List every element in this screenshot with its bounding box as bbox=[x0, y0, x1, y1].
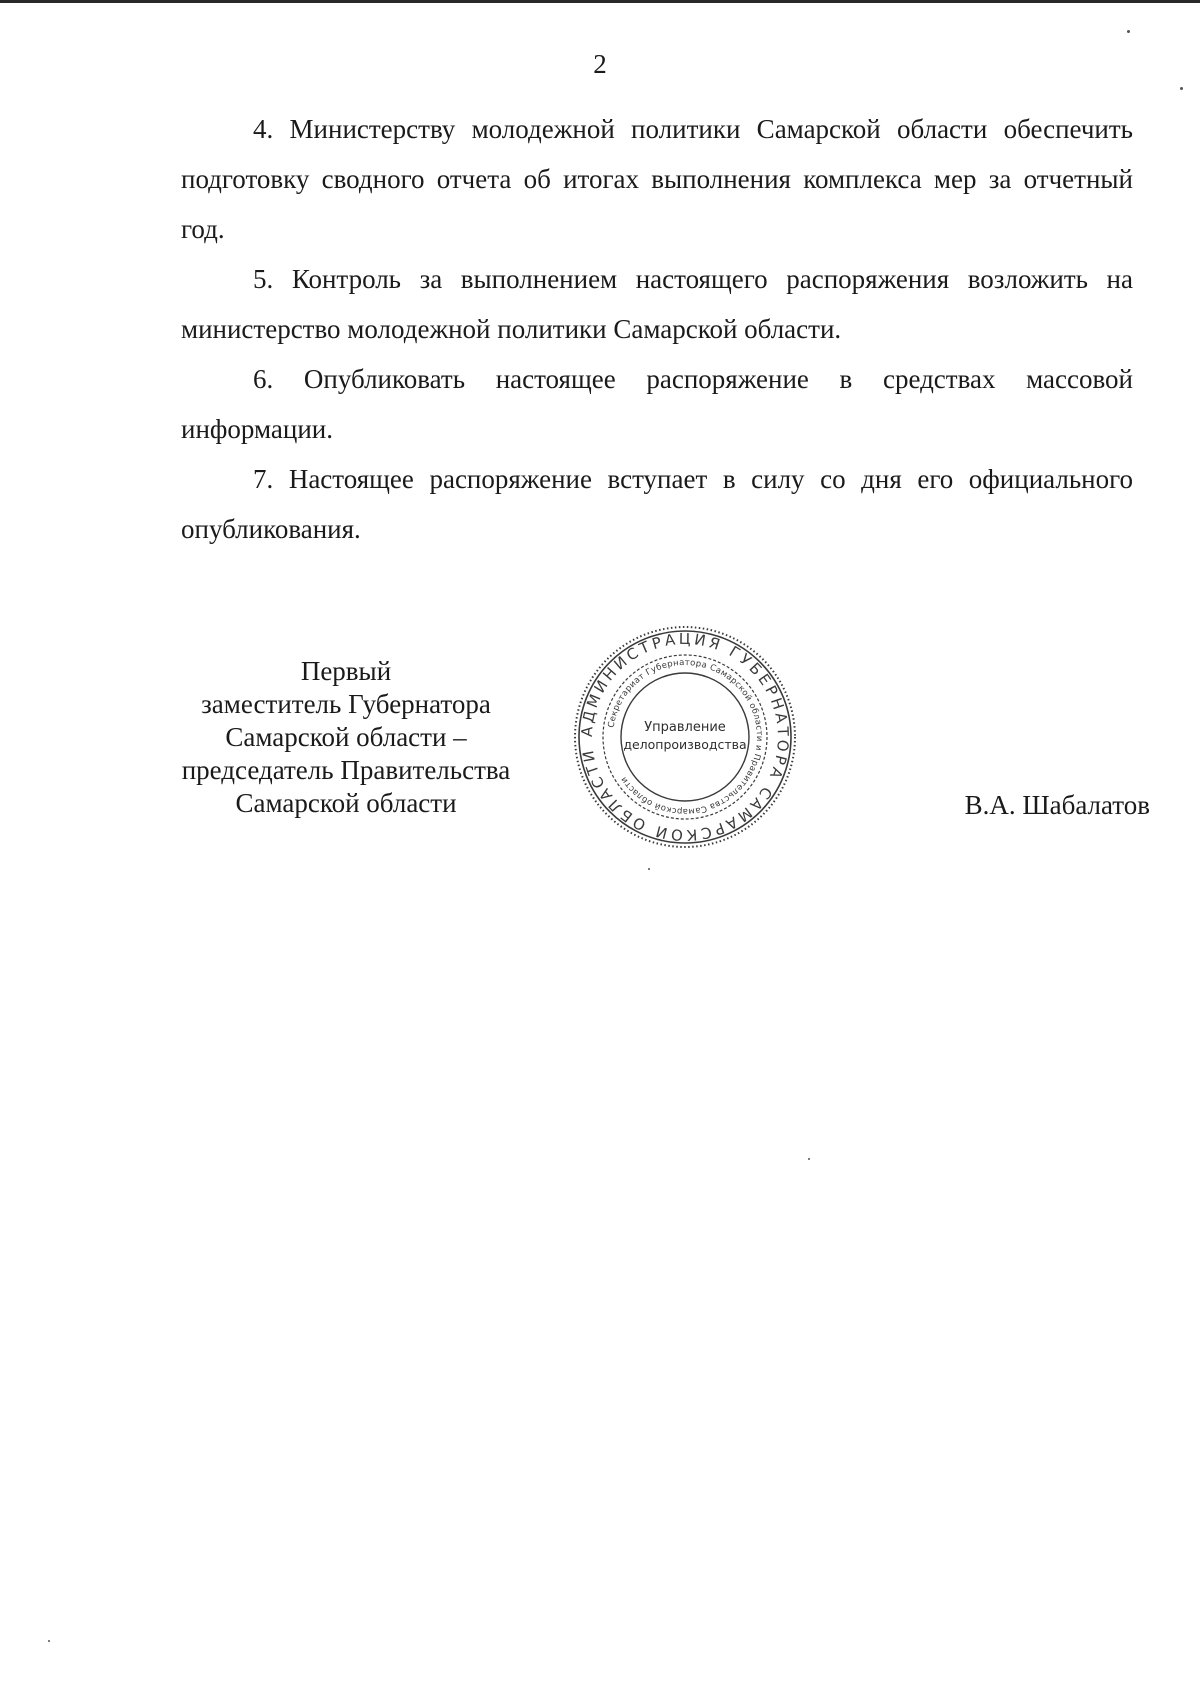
position-line: председатель Правительства bbox=[181, 755, 511, 785]
paragraph-7: 7. Настоящее распоряжение вступает в силу со дня его официального опубликования. bbox=[181, 464, 1133, 544]
seal-center-line: делопроизводства bbox=[623, 737, 747, 752]
position-line: Самарской области bbox=[235, 788, 457, 818]
paragraph-5: 5. Контроль за выполнением настоящего распоряжения возложить на министерство молодежной политики Самарской области. bbox=[181, 264, 1133, 344]
signatory-position bbox=[160, 655, 532, 820]
scan-top-edge bbox=[0, 0, 1200, 3]
page-number: 2 bbox=[593, 49, 607, 79]
paragraph-4: 4. Министерству молодежной политики Самарской области обеспечить подготовку сводного отчета об итогах выполнения комплекса мер за отчетный год. bbox=[181, 114, 1133, 244]
seal-center-line: Управление bbox=[644, 720, 726, 735]
scan-speck bbox=[808, 1158, 810, 1160]
scan-speck bbox=[648, 868, 650, 870]
signatory-name: В.А. Шабалатов bbox=[964, 790, 1150, 820]
scan-speck bbox=[1180, 87, 1183, 90]
document-body bbox=[181, 104, 1133, 554]
official-seal bbox=[570, 622, 800, 852]
paragraph-6: 6. Опубликовать настоящее распоряжение в средствах массовой информации. bbox=[181, 364, 1133, 444]
scan-speck bbox=[48, 1640, 50, 1642]
position-line: заместитель Губернатора bbox=[201, 689, 491, 719]
position-line: Самарской области – bbox=[225, 722, 467, 752]
scan-speck bbox=[1127, 30, 1130, 33]
position-line: Первый bbox=[300, 656, 392, 686]
seal-inner-text: Секретариат Губернатора Самарской области и Правительства Самарской области bbox=[606, 657, 765, 817]
seal-outer-text: АДМИНИСТРАЦИЯ ГУБЕРНАТОРА САМАРСКОЙ ОБЛАСТИ bbox=[577, 629, 793, 845]
